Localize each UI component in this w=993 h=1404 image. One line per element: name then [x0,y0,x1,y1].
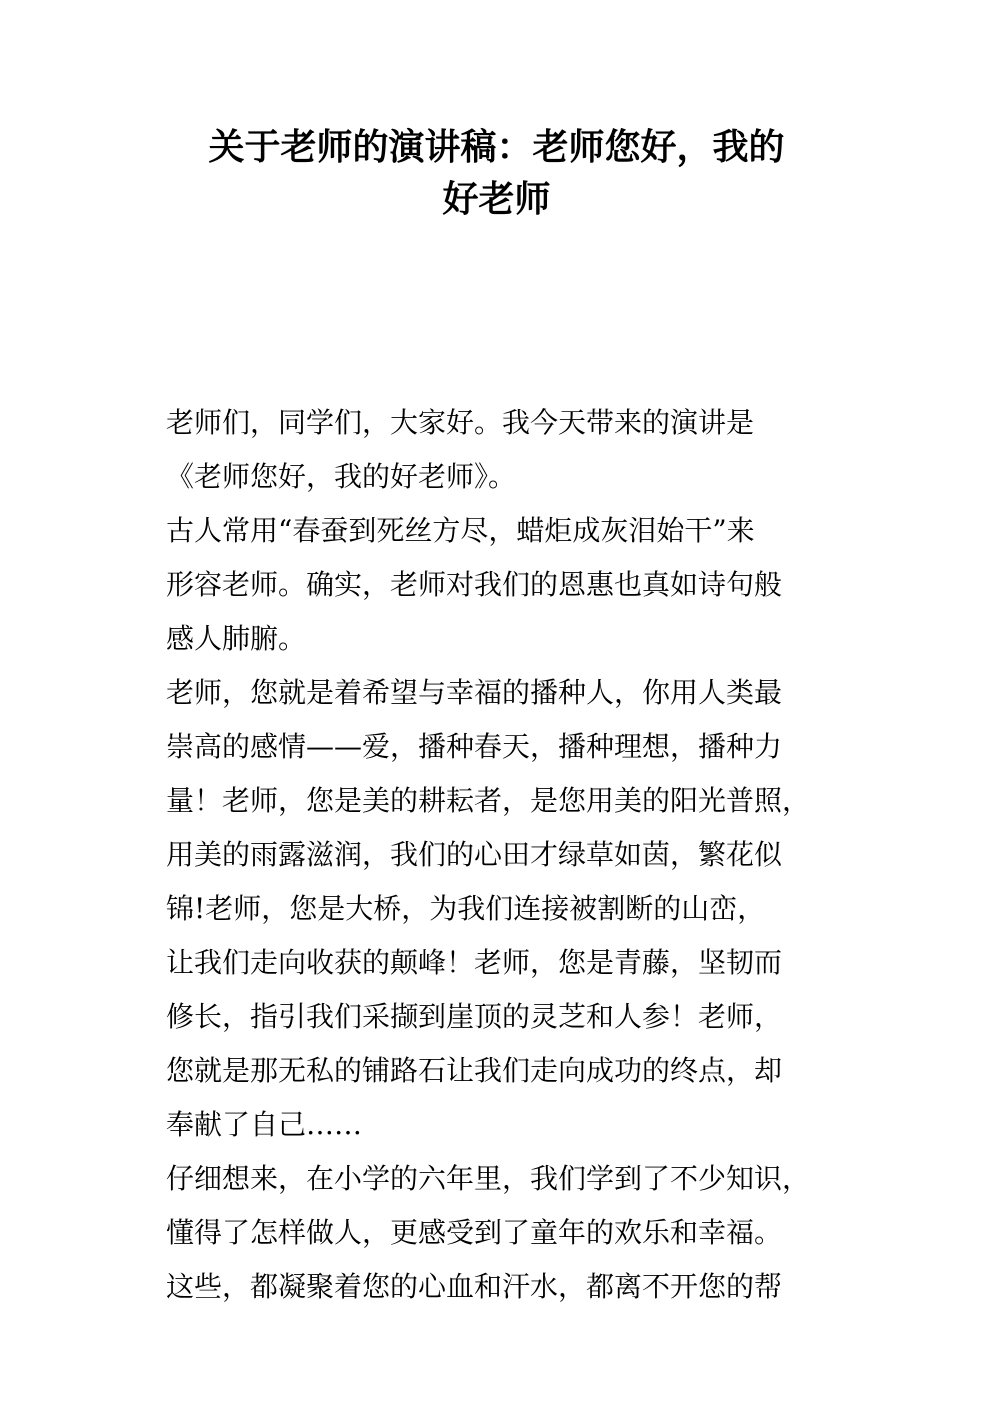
body-line: 《老师您好，我的好老师》。 [166,460,517,493]
title-line: 好老师 [442,179,551,220]
body-line: 感人肺腑。 [166,622,307,655]
body-line: 让我们走向收获的颠峰！老师，您是青藤，坚韧而 [166,946,783,979]
body-line: 崇高的感情——爱，播种春天，播种理想，播种力 [166,730,783,763]
body-line: 这些，都凝聚着您的心血和汗水，都离不开您的帮 [166,1270,783,1303]
body-line: 修长，指引我们采撷到崖顶的灵芝和人参！老师， [166,1000,783,1033]
body-line: 古人常用“春蚕到死丝方尽，蜡炬成灰泪始干”来 [166,514,755,547]
body-line: 老师们，同学们，大家好。我今天带来的演讲是 [166,406,755,439]
body-line: 老师，您就是着希望与幸福的播种人，你用人类最 [166,676,783,709]
body-line: 仔细想来，在小学的六年里，我们学到了不少知识， [166,1162,811,1195]
document-title [130,122,863,226]
body-line: 形容老师。确实，老师对我们的恩惠也真如诗句般 [166,568,783,601]
body-line: 懂得了怎样做人，更感受到了童年的欢乐和幸福。 [166,1216,783,1249]
title-line: 关于老师的演讲稿：老师您好，我的 [208,127,785,168]
body-line: 用美的雨露滋润，我们的心田才绿草如茵，繁花似 [166,838,783,871]
body-line: 奉献了自己…… [166,1108,363,1141]
body-line: 您就是那无私的铺路石让我们走向成功的终点，却 [166,1054,783,1087]
body-line: 量！老师，您是美的耕耘者，是您用美的阳光普照， [166,784,811,817]
document-body [166,396,866,1314]
body-line: 锦!老师，您是大桥，为我们连接被割断的山峦， [166,892,766,925]
